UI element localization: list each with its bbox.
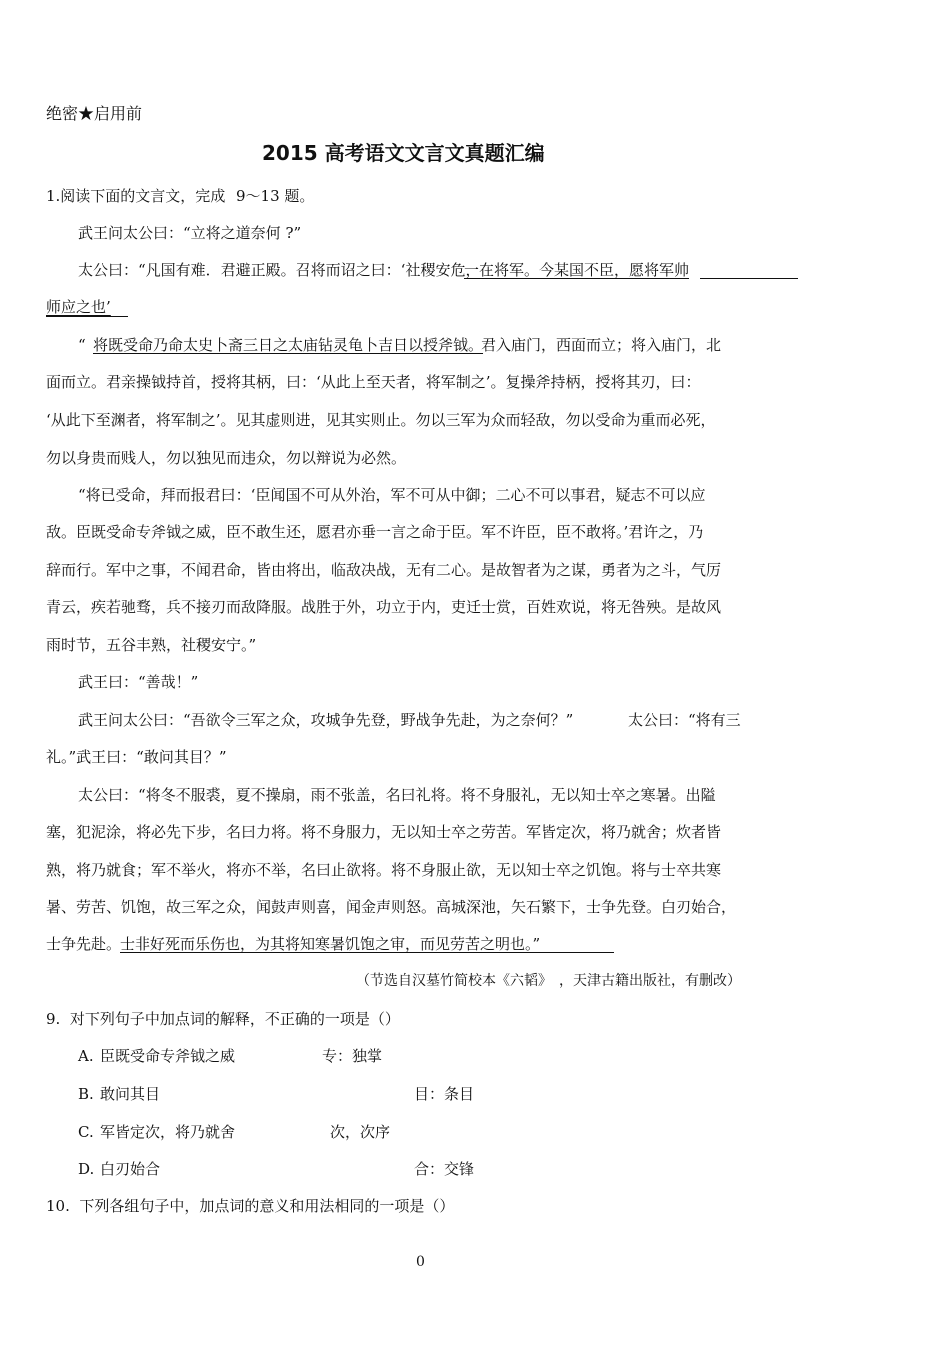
passage-line: “将已受命，拜而报君曰：‘臣闻国不可从外治，军不可从中御；二心不可以事君，疑志不可以应: [78, 486, 706, 504]
secret-label: 绝密★启用前: [46, 104, 143, 123]
passage-line: 君入庙门，西面而立；将入庙门，北: [481, 336, 722, 354]
passage-line: 熟，将乃就食；军不举火，将亦不举，名曰止欲将。将不身服止欲，无以知士卒之饥饱。将与士卒共寒: [46, 861, 722, 879]
passage-line: 暑、劳苦、饥饱，故三军之众，闻鼓声则喜，闻金声则怒。高城深池，矢石繁下，士争先登。白刃始合，: [46, 898, 737, 916]
passage-line: 勿以身贵而贱人，勿以独见而违众，勿以辩说为必然。: [46, 449, 407, 467]
question-intro: 1.阅读下面的文言文，完成: [46, 187, 226, 205]
passage-line: 武王问太公曰：“吾欲令三军之众，攻城争先登，野战争先赴，为之奈何？”: [78, 711, 574, 729]
passage-line: 武王曰：“善哉！”: [78, 673, 199, 691]
option-text: 白刃始合: [100, 1160, 161, 1178]
passage-line: ‘从此下至渊者，将军制之’。见其虚则进，见其实则止。勿以三军为众而轻敌，勿以受命为重而必死，: [46, 411, 716, 429]
underline-rule: [46, 316, 128, 317]
passage-quote-mark: “: [78, 336, 86, 354]
option-letter: C.: [78, 1123, 94, 1141]
passage-line: 塞，犯泥涂，将必先下步，名曰力将。将不身服力，无以知士卒之劳苦。军皆定次，将乃就舍；炊者皆: [46, 823, 722, 841]
question-10-stem: 10. 下列各组句子中，加点词的意义和用法相同的一项是（）: [46, 1197, 455, 1215]
passage-line-underlined: 将既受命乃命太史卜斋三日之太庙钻灵龟卜吉日以授斧钺。: [93, 336, 484, 354]
option-gloss: 次，次序: [330, 1123, 391, 1141]
option-letter: B.: [78, 1085, 94, 1103]
option-gloss: 目：条目: [414, 1085, 475, 1103]
passage-line: 敌。臣既受命专斧钺之威，臣不敢生还，愿君亦垂一言之命于臣。军不许臣，臣不敢将。’君许之，乃: [46, 523, 704, 541]
passage-line: 武王问太公曰：“立将之道奈何 ?”: [78, 224, 302, 242]
page-number: 0: [416, 1254, 425, 1270]
option-gloss: 专：独掌: [322, 1047, 383, 1065]
question-range: 9～13 题。: [236, 187, 315, 205]
passage-line: 面而立。君亲操钺持首，授将其柄，曰：‘从此上至天者，将军制之’。复操斧持柄，授将其刃，曰：: [46, 373, 701, 391]
passage-line: 太公曰：“将冬不服裘，夏不操扇，雨不张盖，名曰礼将。将不身服礼，无以知士卒之寒暑。出隘: [78, 786, 716, 804]
passage-line: 青云，疾若驰骛，兵不接刃而敌降服。战胜于外，功立于内，吏迁士赏，百姓欢说，将无咎殃。是故风: [46, 598, 722, 616]
underline-rule: [700, 278, 798, 279]
passage-line: 雨时节，五谷丰熟，社稷安宁。”: [46, 636, 257, 654]
underline-rule: [540, 952, 614, 953]
passage-line-underlined: 师应之也’: [46, 298, 111, 316]
passage-line: 士争先赴。: [46, 935, 122, 953]
source-citation: （节选自汉墓竹简校本《六韬》 ，天津古籍出版社，有删改）: [356, 973, 741, 989]
option-letter: D.: [78, 1160, 95, 1178]
option-text: 敢问其目: [100, 1085, 161, 1103]
page-title: 2015 高考语文文言文真题汇编: [262, 141, 545, 165]
option-letter: A.: [78, 1047, 94, 1065]
passage-line: 太公曰：“凡国有难．君避正殿。召将而诏之曰：‘社稷安危，: [78, 261, 481, 279]
passage-line-underlined: 一在将军。今某国不臣，愿将军帅: [464, 261, 690, 279]
passage-line-underlined: 士非好死而乐伤也，为其将知寒暑饥饱之审，而见劳苦之明也。”: [120, 935, 541, 953]
passage-line: 辞而行。军中之事，不闻君命，皆由将出，临敌决战，无有二心。是故智者为之谋，勇者为之斗，气厉: [46, 561, 722, 579]
option-text: 臣既受命专斧钺之威: [100, 1047, 236, 1065]
question-9-stem: 9. 对下列句子中加点词的解释，不正确的一项是（）: [46, 1010, 400, 1028]
option-gloss: 合：交锋: [414, 1160, 475, 1178]
passage-line: 礼。”武王曰：“敢问其目？”: [46, 748, 227, 766]
option-text: 军皆定次，将乃就舍: [100, 1123, 236, 1141]
passage-line: 太公曰：“将有三: [628, 711, 741, 729]
